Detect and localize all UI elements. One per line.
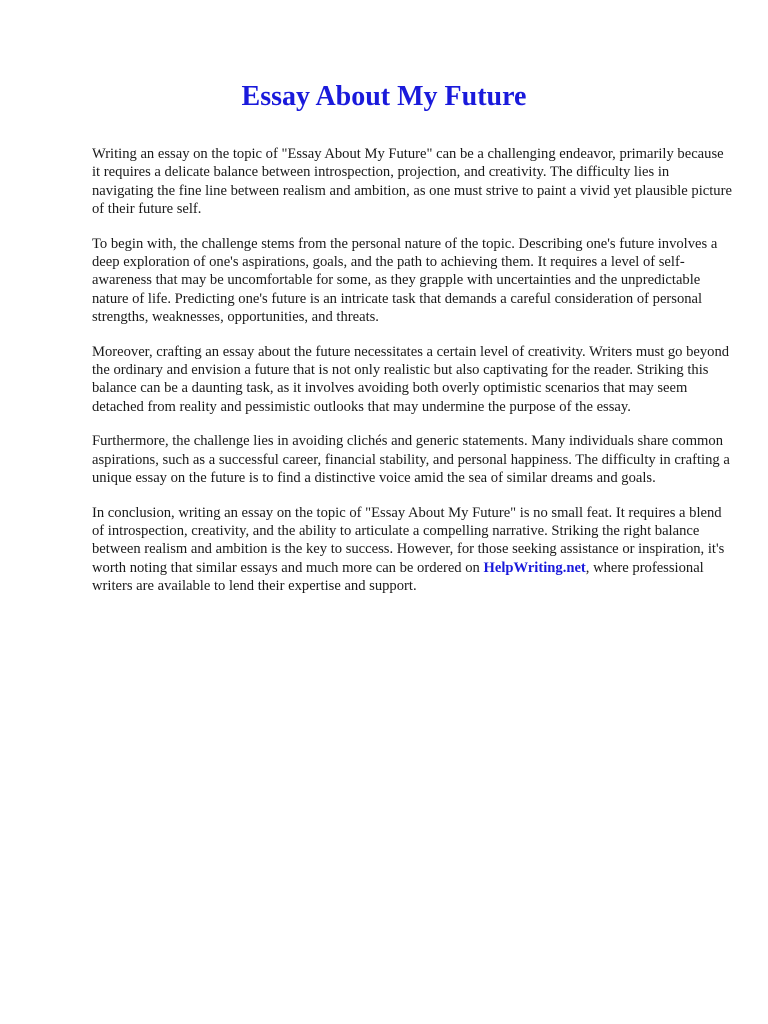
essay-body: [92, 145, 732, 612]
paragraph-cliches: Furthermore, the challenge lies in avoiding clichés and generic statements. Many individuals share common aspirations, such as a successful career, financial stability, and personal happiness. The difficulty in crafting a unique essay on the future is to find a distinctive voice amid the sea of similar dreams and goals.: [92, 433, 730, 487]
paragraph-intro: Writing an essay on the topic of "Essay About My Future" can be a challenging endeavor, primarily because it requires a delicate balance between introspection, projection, and creativity. The difficulty lies in navigating the fine line between realism and ambition, as one must strive to paint a vivid yet plausible picture of their future self.: [92, 146, 732, 218]
conclusion-text-before-link: In conclusion, writing an essay on the topic of "Essay About My Future" is no small feat. It requires a blend of introspection, creativity, and the ability to articulate a compelling narrative. Striking the right balance between realism and ambition is the key to success. However, for those seeking assistance or inspiration, it's worth noting that similar essays and much more can be ordered on: [92, 504, 725, 576]
paragraph-conclusion: [92, 504, 732, 596]
conclusion-text-after-link: , where professional writers are available to lend their expertise and support.: [92, 559, 704, 595]
helpwriting-link[interactable]: HelpWriting.net: [483, 559, 586, 576]
page-title: Essay About My Future: [241, 81, 527, 112]
paragraph-creativity: Moreover, crafting an essay about the future necessitates a certain level of creativity. Writers must go beyond the ordinary and envision a future that is not only realistic but also captivating for the reader. Striking this balance can be a daunting task, as it involves avoiding both overly optimistic scenarios that may seem detached from reality and pessimistic outlooks that may undermine the purpose of the essay.: [92, 343, 730, 415]
paragraph-personal-nature: To begin with, the challenge stems from the personal nature of the topic. Describing one's future involves a deep exploration of one's aspirations, goals, and the path to achieving them. It requires a level of self-awareness that may be uncomfortable for some, as they grapple with uncertainties and the unpredictable nature of life. Predicting one's future is an intricate task that demands a careful consideration of personal strengths, weaknesses, opportunities, and threats.: [92, 235, 718, 326]
